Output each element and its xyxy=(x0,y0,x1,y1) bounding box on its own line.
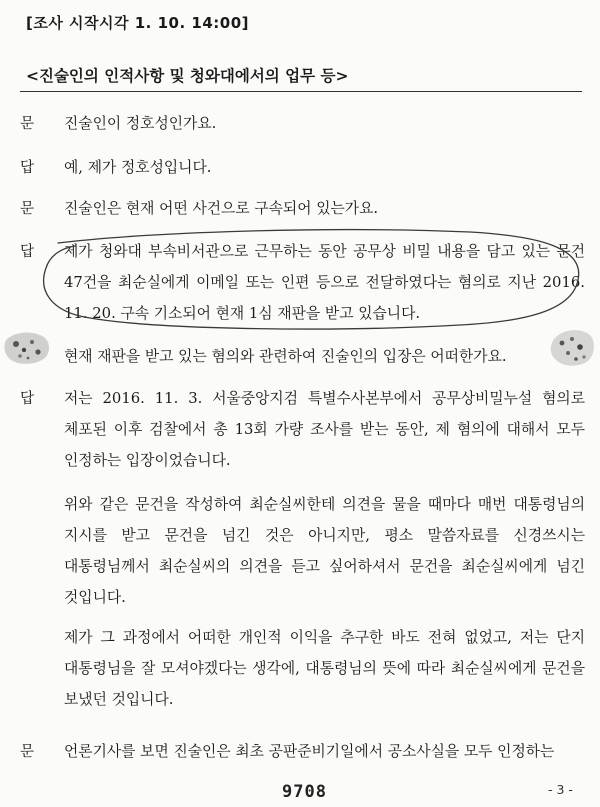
answer-2 xyxy=(20,236,585,329)
question-3 xyxy=(20,341,585,372)
page-number: - 3 - xyxy=(548,782,573,797)
scan-smudge-left xyxy=(4,330,52,366)
answer-continuation-paragraph: 제가 그 과정에서 어떠한 개인적 이익을 추구한 바도 전혀 없었고, 저는 단지 대통령님을 잘 모셔야겠다는 생각에, 대통령님의 뜻에 따라 최순실씨에게 문건을 보냈던 것입니다. xyxy=(64,629,585,708)
heading-underline xyxy=(20,91,582,92)
answer-text: 예, 제가 정호성입니다. xyxy=(64,159,212,176)
answer-mark: 답 xyxy=(20,391,35,407)
question-text: 언론기사를 보면 진술인은 최초 공판준비기일에서 공소사실을 모두 인정하는 xyxy=(64,743,555,760)
question-2 xyxy=(20,193,585,224)
document-control-number: 9708 xyxy=(282,782,327,802)
question-text: 진술인이 정호성인가요. xyxy=(64,115,217,132)
section-heading: <진술인의 인적사항 및 청와대에서의 업무 등> xyxy=(26,67,349,85)
question-text: 현재 재판을 받고 있는 혐의와 관련하여 진술인의 입장은 어떠한가요. xyxy=(64,348,507,365)
question-mark: 문 xyxy=(20,201,35,217)
question-text: 진술인은 현재 어떤 사건으로 구속되어 있는가요. xyxy=(64,200,379,217)
answer-1 xyxy=(20,152,585,183)
answer-text: 제가 청와대 부속비서관으로 근무하는 동안 공무상 비밀 내용을 담고 있는 문건 47건을 최순실에게 이메일 또는 인편 등으로 전달하였다는 혐의로 지난 2016. 11. 20. 구속 기소되어 현재 1심 재판을 받고 있습니다. xyxy=(64,243,585,322)
session-start-time: [조사 시작시각 1. 10. 14:00] xyxy=(26,14,249,32)
answer-3 xyxy=(20,383,585,476)
question-4 xyxy=(20,736,585,767)
question-mark: 문 xyxy=(20,116,35,132)
scan-smudge-right xyxy=(550,327,596,367)
answer-continuation-paragraph: 위와 같은 문건을 작성하여 최순실씨한테 의견을 물을 때마다 매번 대통령님의 지시를 받고 문건을 넘긴 것은 아니지만, 평소 말씀자료를 신경쓰시는 대통령님께서 최순실씨의 의견을 듣고 싶어하셔서 문건을 최순실씨에게 넘긴 것입니다. xyxy=(64,496,585,606)
question-mark: 문 xyxy=(20,744,35,760)
answer-mark: 답 xyxy=(20,244,35,260)
answer-mark: 답 xyxy=(20,160,35,176)
question-1 xyxy=(20,108,585,139)
answer-text: 저는 2016. 11. 3. 서울중앙지검 특별수사본부에서 공무상비밀누설 혐의로 체포된 이후 검찰에서 총 13회 가량 조사를 받는 동안, 제 혐의에 대해서 모두 인정하는 입장이었습니다. xyxy=(64,390,585,469)
